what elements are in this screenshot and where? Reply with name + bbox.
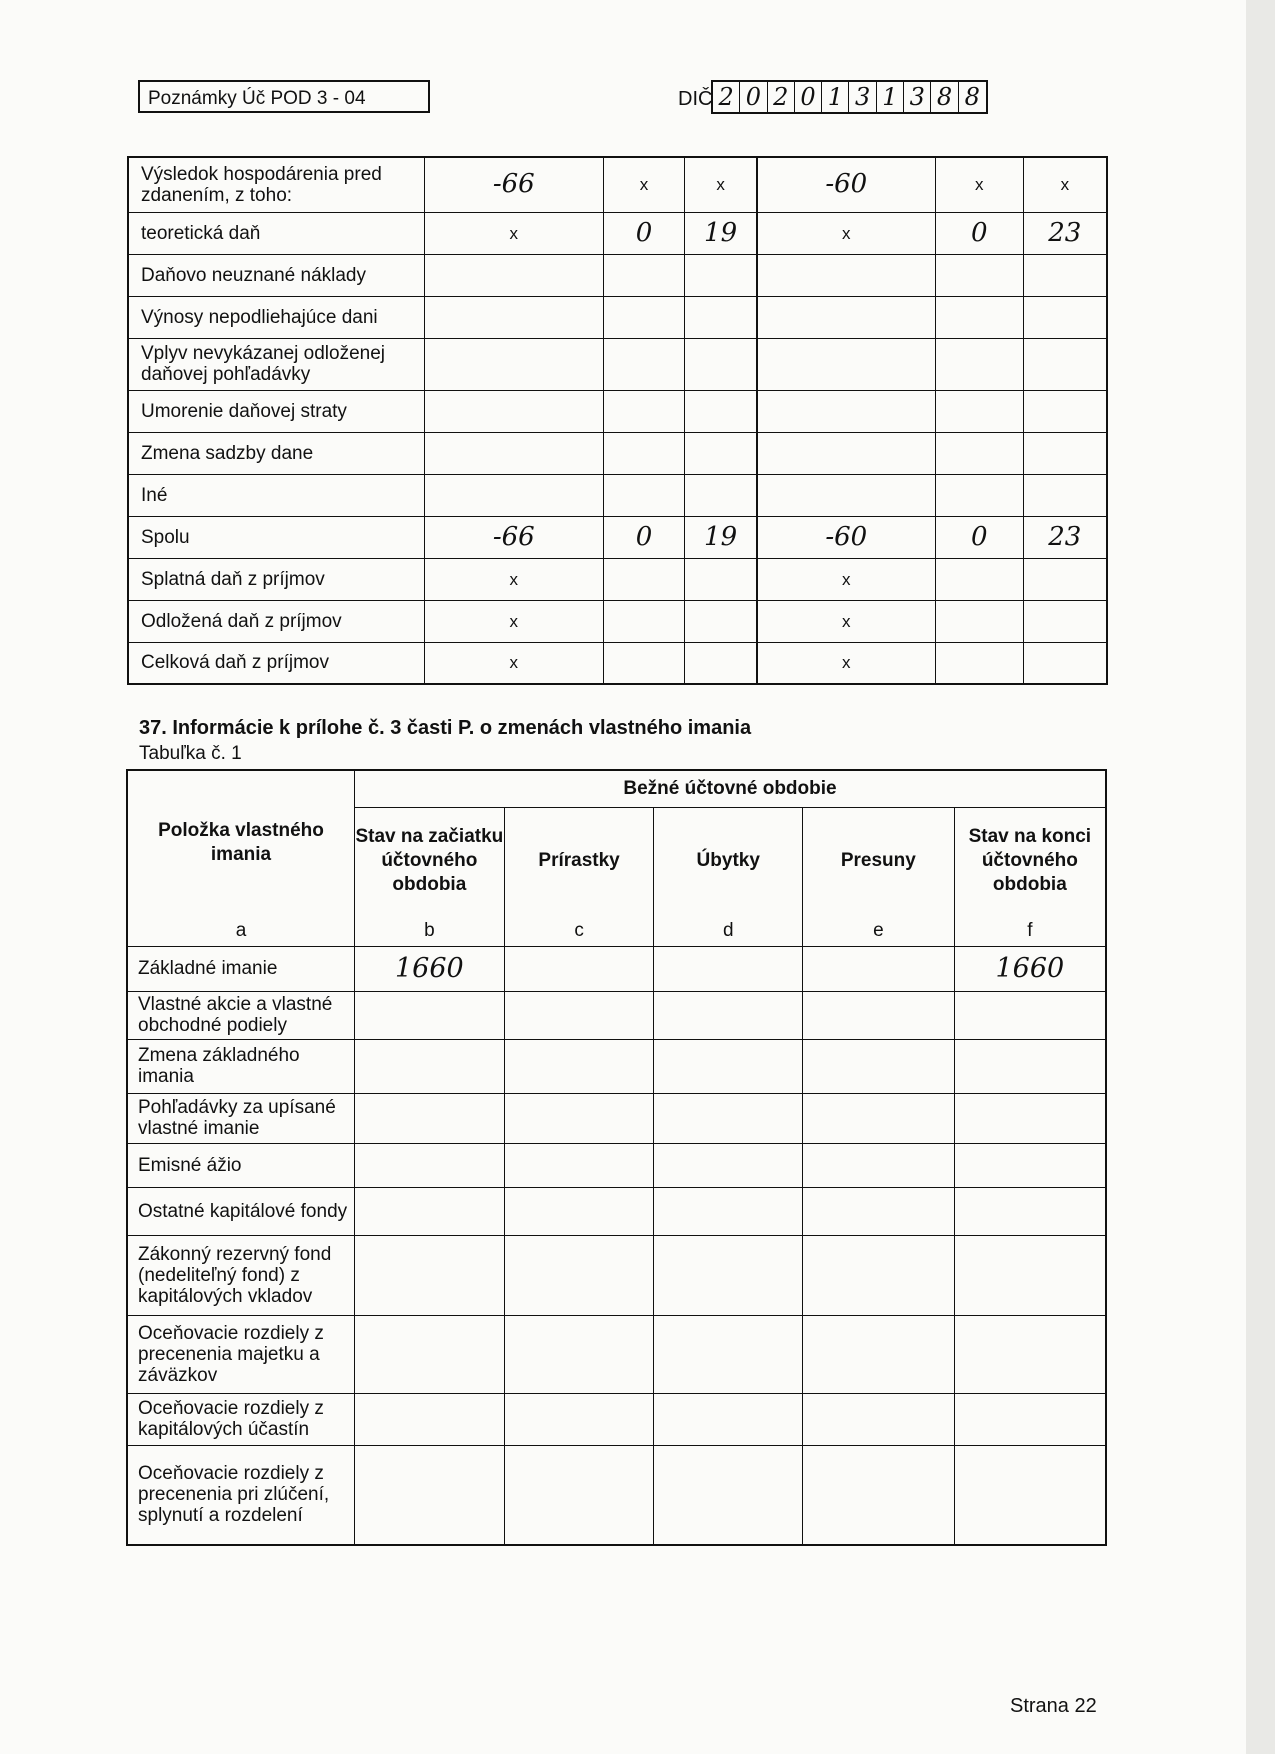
tax-cell[interactable] <box>757 338 936 390</box>
tax-cell[interactable]: x <box>425 558 604 600</box>
tax-cell[interactable] <box>685 296 757 338</box>
tax-cell[interactable] <box>757 254 936 296</box>
row-label: Oceňovacie rozdiely z kapitálových účastín <box>127 1393 354 1445</box>
scan-edge <box>1246 0 1275 1754</box>
header-item: Položka vlastného imania <box>127 770 354 915</box>
equity-cell[interactable] <box>803 1143 955 1187</box>
equity-cell[interactable] <box>954 1039 1106 1093</box>
equity-cell[interactable] <box>504 1315 654 1393</box>
row-label: Celková daň z príjmov <box>128 642 425 684</box>
tax-cell[interactable] <box>425 474 604 516</box>
equity-cell[interactable] <box>654 1093 803 1143</box>
tax-cell[interactable]: -60 <box>757 157 936 212</box>
row-label: Zmena sadzby dane <box>128 432 425 474</box>
tax-cell[interactable]: -66 <box>425 516 604 558</box>
dic-digit: 2 <box>768 82 795 112</box>
tax-cell[interactable] <box>757 296 936 338</box>
col-header-end: Stav na konci účtovného obdobia <box>954 807 1106 915</box>
equity-cell[interactable] <box>803 1315 955 1393</box>
section-title: 37. Informácie k prílohe č. 3 časti P. o zmenách vlastného imania <box>139 717 752 739</box>
tax-table-row <box>128 390 1107 432</box>
header-period: Bežné účtovné obdobie <box>354 770 1106 807</box>
tax-cell[interactable]: x <box>425 642 604 684</box>
tax-cell[interactable]: x <box>757 558 936 600</box>
equity-table-row <box>127 1315 1106 1393</box>
row-label: Vplyv nevykázanej odloženej daňovej pohľadávky <box>128 338 425 390</box>
tax-cell[interactable] <box>935 254 1023 296</box>
tax-cell[interactable] <box>935 338 1023 390</box>
row-label: Ostatné kapitálové fondy <box>127 1187 354 1235</box>
equity-cell[interactable] <box>354 1393 504 1445</box>
tax-cell[interactable] <box>603 254 685 296</box>
equity-cell[interactable] <box>654 1315 803 1393</box>
tax-cell[interactable]: x <box>1023 157 1107 212</box>
tax-cell[interactable] <box>425 432 604 474</box>
equity-table-row <box>127 1093 1106 1143</box>
equity-table-row <box>127 1235 1106 1315</box>
tax-cell[interactable]: 23 <box>1023 516 1107 558</box>
tax-cell[interactable]: x <box>757 212 936 254</box>
equity-table-row <box>127 1393 1106 1445</box>
equity-changes-table <box>126 769 1107 1546</box>
tax-cell[interactable] <box>1023 558 1107 600</box>
tax-cell[interactable] <box>935 296 1023 338</box>
equity-cell[interactable] <box>803 1235 955 1315</box>
tax-table-row <box>128 296 1107 338</box>
row-label: Zmena základného imania <box>127 1039 354 1093</box>
row-label: Výnosy nepodliehajúce dani <box>128 296 425 338</box>
equity-cell[interactable]: 1660 <box>354 946 504 991</box>
tax-cell[interactable]: -60 <box>757 516 936 558</box>
tax-cell[interactable]: x <box>757 642 936 684</box>
tax-cell[interactable] <box>1023 254 1107 296</box>
tax-cell[interactable]: 0 <box>603 516 685 558</box>
tax-cell[interactable] <box>603 642 685 684</box>
equity-table-row <box>127 991 1106 1039</box>
tax-cell[interactable] <box>603 600 685 642</box>
equity-cell[interactable] <box>504 1187 654 1235</box>
tax-cell[interactable] <box>1023 474 1107 516</box>
section-subtitle: Tabuľka č. 1 <box>139 743 242 764</box>
equity-cell[interactable]: 1660 <box>954 946 1106 991</box>
equity-cell[interactable] <box>504 946 654 991</box>
equity-cell[interactable] <box>504 1445 654 1545</box>
equity-cell[interactable] <box>354 1235 504 1315</box>
equity-cell[interactable] <box>654 1039 803 1093</box>
form-label: Poznámky Úč POD 3 - 04 <box>138 80 430 113</box>
row-label: Umorenie daňovej straty <box>128 390 425 432</box>
equity-cell[interactable] <box>354 1445 504 1545</box>
equity-table-row <box>127 1445 1106 1545</box>
dic-digit: 1 <box>822 82 849 112</box>
tax-cell[interactable] <box>425 254 604 296</box>
row-label: Vlastné akcie a vlastné obchodné podiely <box>127 991 354 1039</box>
tax-cell[interactable] <box>935 390 1023 432</box>
col-header-increases: Prírastky <box>504 807 654 915</box>
row-label: Iné <box>128 474 425 516</box>
row-label: Splatná daň z príjmov <box>128 558 425 600</box>
tax-table-row <box>128 516 1107 558</box>
tax-table-row <box>128 474 1107 516</box>
equity-cell[interactable] <box>803 1039 955 1093</box>
col-letter: c <box>504 915 654 946</box>
tax-cell[interactable]: 23 <box>1023 212 1107 254</box>
equity-cell[interactable] <box>654 946 803 991</box>
equity-cell[interactable] <box>504 991 654 1039</box>
tax-cell[interactable] <box>425 390 604 432</box>
equity-cell[interactable] <box>954 1393 1106 1445</box>
tax-cell[interactable] <box>1023 390 1107 432</box>
equity-table-row <box>127 1187 1106 1235</box>
equity-cell[interactable] <box>504 1235 654 1315</box>
col-letter: f <box>954 915 1106 946</box>
tax-cell[interactable]: x <box>425 600 604 642</box>
tax-cell[interactable] <box>1023 642 1107 684</box>
tax-cell[interactable] <box>425 338 604 390</box>
tax-table-row <box>128 642 1107 684</box>
equity-cell[interactable] <box>654 1393 803 1445</box>
row-label: Oceňovacie rozdiely z precenenia majetku a záväzkov <box>127 1315 354 1393</box>
dic-digit: 3 <box>849 82 876 112</box>
tax-cell[interactable]: -66 <box>425 157 604 212</box>
tax-cell[interactable] <box>685 338 757 390</box>
equity-table-row <box>127 946 1106 991</box>
row-label: Oceňovacie rozdiely z precenenia pri zlúčení, splynutí a rozdelení <box>127 1445 354 1545</box>
tax-cell[interactable] <box>757 474 936 516</box>
row-label: Emisné ážio <box>127 1143 354 1187</box>
tax-cell[interactable] <box>685 600 757 642</box>
tax-cell[interactable] <box>603 296 685 338</box>
equity-cell[interactable] <box>954 1445 1106 1545</box>
equity-cell[interactable] <box>954 1235 1106 1315</box>
col-header-transfers: Presuny <box>803 807 955 915</box>
tax-cell[interactable] <box>603 474 685 516</box>
tax-table-row <box>128 338 1107 390</box>
tax-table-row <box>128 212 1107 254</box>
equity-cell[interactable] <box>803 1187 955 1235</box>
dic-digit: 0 <box>795 82 822 112</box>
dic-field <box>711 80 988 114</box>
equity-cell[interactable] <box>803 946 955 991</box>
row-label: Pohľadávky za upísané vlastné imanie <box>127 1093 354 1143</box>
tax-cell[interactable]: x <box>603 157 685 212</box>
tax-cell[interactable] <box>935 642 1023 684</box>
equity-cell[interactable] <box>354 991 504 1039</box>
equity-cell[interactable] <box>954 1315 1106 1393</box>
tax-cell[interactable] <box>685 642 757 684</box>
equity-cell[interactable] <box>954 1143 1106 1187</box>
tax-cell[interactable] <box>1023 600 1107 642</box>
row-label: Daňovo neuznané náklady <box>128 254 425 296</box>
equity-cell[interactable] <box>803 991 955 1039</box>
equity-cell[interactable] <box>654 1187 803 1235</box>
row-label: Odložená daň z príjmov <box>128 600 425 642</box>
tax-cell[interactable]: 0 <box>603 212 685 254</box>
tax-cell[interactable] <box>685 432 757 474</box>
equity-cell[interactable] <box>803 1093 955 1143</box>
equity-cell[interactable] <box>354 1093 504 1143</box>
tax-table-row <box>128 157 1107 212</box>
tax-cell[interactable] <box>757 432 936 474</box>
tax-cell[interactable] <box>603 338 685 390</box>
equity-cell[interactable] <box>504 1039 654 1093</box>
tax-cell[interactable] <box>935 600 1023 642</box>
dic-digit: 8 <box>964 83 980 111</box>
tax-cell[interactable]: 0 <box>935 516 1023 558</box>
tax-cell[interactable]: 19 <box>685 516 757 558</box>
tax-cell[interactable] <box>1023 432 1107 474</box>
tax-cell[interactable] <box>757 390 936 432</box>
tax-cell[interactable] <box>603 432 685 474</box>
equity-cell[interactable] <box>504 1093 654 1143</box>
col-letter: e <box>803 915 955 946</box>
col-letter: d <box>654 915 803 946</box>
equity-cell[interactable] <box>954 1093 1106 1143</box>
tax-cell[interactable] <box>935 432 1023 474</box>
tax-cell[interactable] <box>1023 338 1107 390</box>
row-label: teoretická daň <box>128 212 425 254</box>
tax-table-row <box>128 600 1107 642</box>
equity-cell[interactable] <box>354 1039 504 1093</box>
equity-cell[interactable] <box>654 1235 803 1315</box>
tax-cell[interactable] <box>685 254 757 296</box>
equity-table-row <box>127 1039 1106 1093</box>
equity-cell[interactable] <box>654 1143 803 1187</box>
dic-digit: 3 <box>904 82 931 112</box>
dic-digit: 1 <box>877 82 904 112</box>
tax-cell[interactable] <box>425 296 604 338</box>
tax-cell[interactable] <box>685 390 757 432</box>
tax-cell[interactable]: x <box>685 157 757 212</box>
tax-cell[interactable] <box>685 558 757 600</box>
equity-cell[interactable] <box>803 1393 955 1445</box>
col-header-start: Stav na začiatku účtovného obdobia <box>354 807 504 915</box>
tax-cell[interactable]: 19 <box>685 212 757 254</box>
tax-table-row <box>128 558 1107 600</box>
equity-cell[interactable] <box>354 1315 504 1393</box>
row-label: Zákonný rezervný fond (nedeliteľný fond) z kapitálových vkladov <box>127 1235 354 1315</box>
row-label: Výsledok hospodárenia pred zdanením, z toho: <box>128 157 425 212</box>
tax-table-row <box>128 254 1107 296</box>
tax-cell[interactable] <box>935 474 1023 516</box>
equity-cell[interactable] <box>654 1445 803 1545</box>
equity-cell[interactable] <box>354 1143 504 1187</box>
dic-digit: 8 <box>931 82 958 112</box>
col-letter: b <box>354 915 504 946</box>
tax-cell[interactable]: x <box>935 157 1023 212</box>
tax-cell[interactable] <box>1023 296 1107 338</box>
equity-cell[interactable] <box>504 1143 654 1187</box>
tax-reconciliation-table <box>127 156 1108 685</box>
row-label: Základné imanie <box>127 946 354 991</box>
row-label: Spolu <box>128 516 425 558</box>
equity-cell[interactable] <box>803 1445 955 1545</box>
page-number: Strana 22 <box>1010 1695 1097 1717</box>
tax-cell[interactable]: x <box>425 212 604 254</box>
tax-cell[interactable] <box>603 390 685 432</box>
dic-digit: 0 <box>740 82 767 112</box>
tax-table-row <box>128 432 1107 474</box>
equity-cell[interactable] <box>354 1187 504 1235</box>
equity-cell[interactable] <box>504 1393 654 1445</box>
equity-table-row <box>127 1143 1106 1187</box>
equity-cell[interactable] <box>954 991 1106 1039</box>
tax-cell[interactable]: x <box>757 600 936 642</box>
equity-cell[interactable] <box>954 1187 1106 1235</box>
col-header-decreases: Úbytky <box>654 807 803 915</box>
tax-cell[interactable] <box>685 474 757 516</box>
equity-cell[interactable] <box>654 991 803 1039</box>
tax-cell[interactable] <box>935 558 1023 600</box>
col-letter: a <box>127 915 354 946</box>
tax-cell[interactable] <box>603 558 685 600</box>
dic-label: DIČ <box>678 88 713 110</box>
tax-cell[interactable]: 0 <box>935 212 1023 254</box>
dic-digit: 2 <box>713 82 740 112</box>
